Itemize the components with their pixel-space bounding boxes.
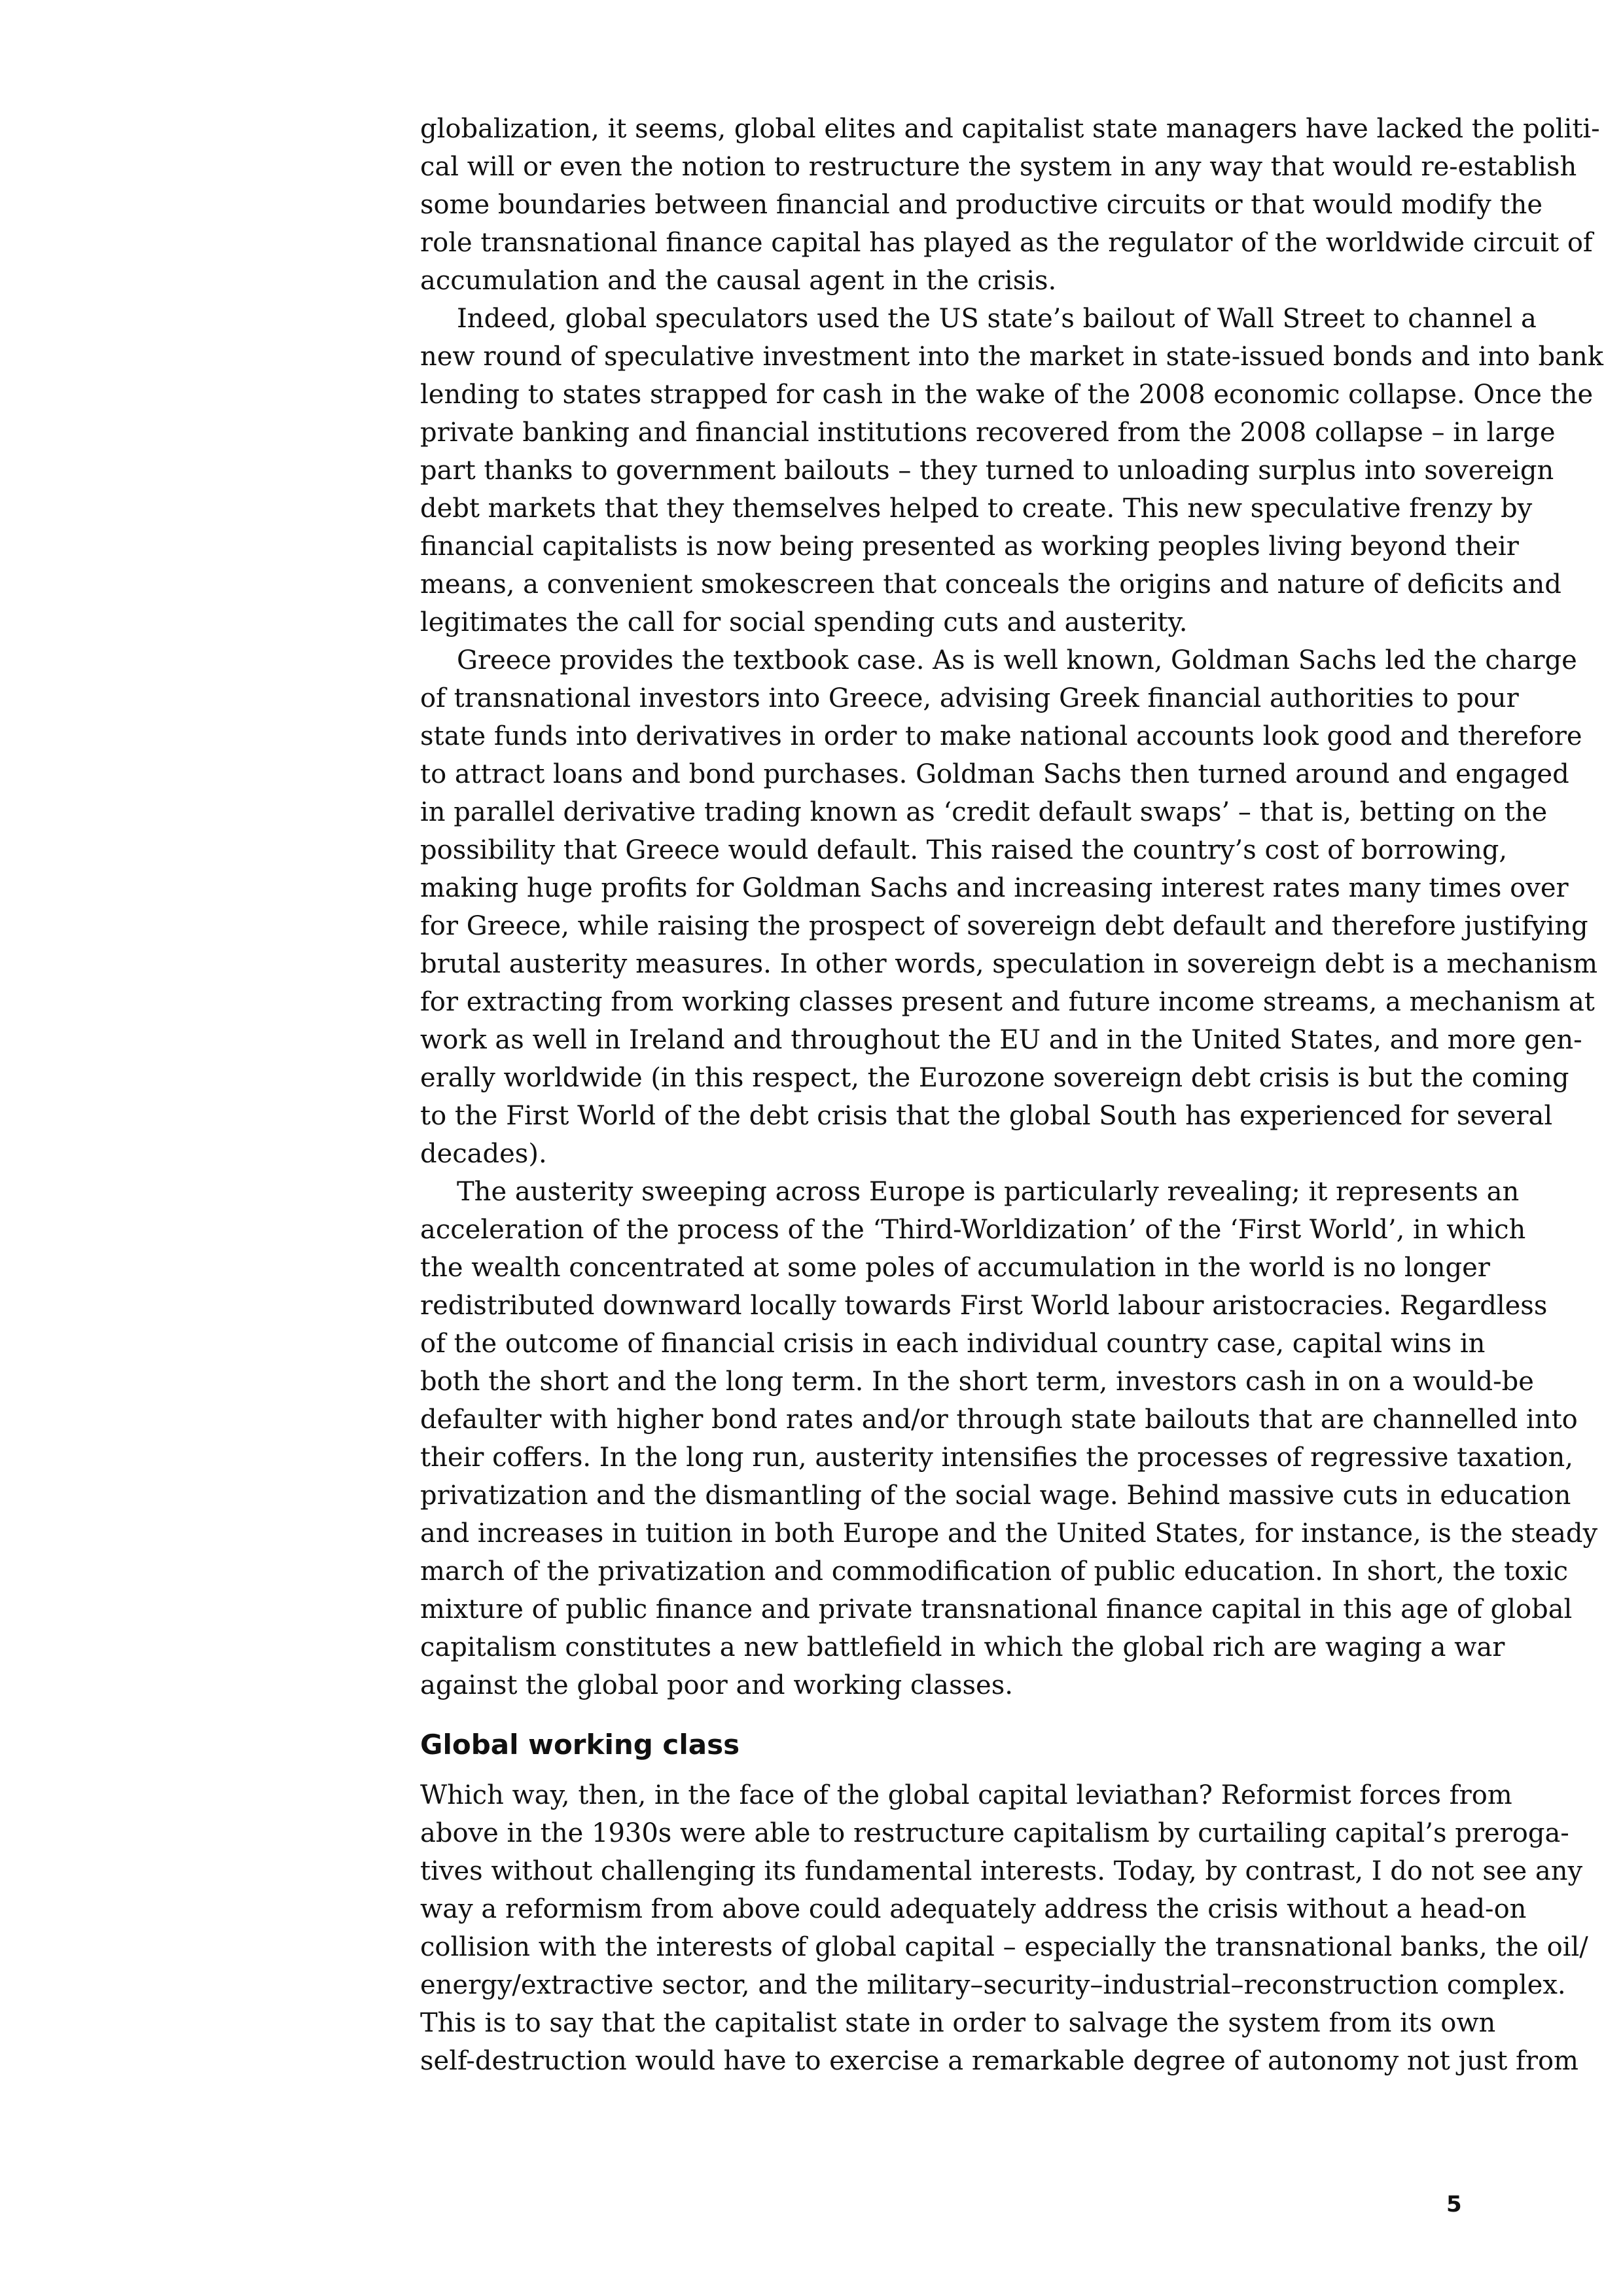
text-line: redistributed downward locally towards First World labour aristocracies. Regardless	[420, 1291, 1548, 1321]
paragraph	[420, 1173, 1598, 1704]
text-line: private banking and financial institutions recovered from the 2008 collapse – in large	[420, 418, 1556, 448]
text-line: lending to states strapped for cash in the wake of the 2008 economic collapse. Once the	[420, 380, 1594, 410]
text-line: the wealth concentrated at some poles of accumulation in the world is no longer	[420, 1253, 1490, 1283]
text-line: march of the privatization and commodification of public education. In short, the toxic	[420, 1556, 1569, 1587]
text-line: capitalism constitutes a new battlefield in which the global rich are waging a war	[420, 1632, 1505, 1662]
section-body-paragraphs	[420, 1776, 1588, 2080]
text-line: defaulter with higher bond rates and/or through state bailouts that are channelled into	[420, 1405, 1578, 1435]
text-line: acceleration of the process of the ‘Third-Worldization’ of the ‘First World’, in which	[420, 1215, 1526, 1245]
text-line: way a reformism from above could adequately address the crisis without a head-on	[420, 1894, 1527, 1924]
text-column	[420, 110, 1604, 2080]
text-line: for extracting from working classes present and future income streams, a mechanism at	[420, 987, 1595, 1017]
text-line: possibility that Greece would default. This raised the country’s cost of borrowing,	[420, 835, 1508, 865]
text-line: part thanks to government bailouts – they turned to unloading surplus into sovereign	[420, 456, 1554, 486]
text-line: of transnational investors into Greece, advising Greek financial authorities to pour	[420, 683, 1519, 713]
page-number: 5	[1446, 2191, 1462, 2217]
text-line: new round of speculative investment into the market in state-issued bonds and into bank	[420, 342, 1604, 372]
text-line: of the outcome of financial crisis in each individual country case, capital wins in	[420, 1329, 1486, 1359]
text-line: role transnational finance capital has played as the regulator of the worldwide circuit of	[420, 228, 1593, 258]
text-line: self-destruction would have to exercise a remarkable degree of autonomy not just from	[420, 2046, 1578, 2076]
text-line: means, a convenient smokescreen that conceals the origins and nature of deficits and	[420, 569, 1561, 600]
text-line: financial capitalists is now being presented as working peoples living beyond their	[420, 531, 1519, 562]
text-line: and increases in tuition in both Europe and the United States, for instance, is the steady	[420, 1518, 1598, 1549]
text-line: work as well in Ireland and throughout the EU and in the United States, and more gen-	[420, 1025, 1582, 1055]
text-line: against the global poor and working classes.	[420, 1670, 1013, 1700]
text-line: cal will or even the notion to restructure the system in any way that would re-establish	[420, 152, 1577, 182]
text-line: collision with the interests of global capital – especially the transnational banks, the oil/	[420, 1932, 1588, 1962]
text-line: brutal austerity measures. In other words, speculation in sovereign debt is a mechanism	[420, 949, 1598, 979]
text-line: legitimates the call for social spending cuts and austerity.	[420, 607, 1188, 637]
text-line: to attract loans and bond purchases. Goldman Sachs then turned around and engaged	[420, 759, 1569, 789]
text-line: Indeed, global speculators used the US state’s bailout of Wall Street to channel a	[457, 304, 1537, 334]
text-line: their coffers. In the long run, austerity intensifies the processes of regressive taxation,	[420, 1443, 1573, 1473]
text-line: Which way, then, in the face of the global capital leviathan? Reformist forces from	[420, 1780, 1512, 1810]
text-line: making huge profits for Goldman Sachs and increasing interest rates many times over	[420, 873, 1569, 903]
text-line: decades).	[420, 1139, 547, 1169]
text-line: This is to say that the capitalist state in order to salvage the system from its own	[420, 2008, 1496, 2038]
text-line: privatization and the dismantling of the social wage. Behind massive cuts in education	[420, 1480, 1571, 1511]
text-line: above in the 1930s were able to restructure capitalism by curtailing capital’s preroga-	[420, 1818, 1569, 1848]
paragraph	[420, 641, 1598, 1173]
section-heading: Global working class	[420, 1729, 740, 1761]
text-line: debt markets that they themselves helped to create. This new speculative frenzy by	[420, 493, 1533, 524]
paragraph	[420, 110, 1600, 300]
text-line: to the First World of the debt crisis that the global South has experienced for several	[420, 1101, 1553, 1131]
text-line: state funds into derivatives in order to make national accounts look good and therefore	[420, 721, 1582, 751]
text-line: in parallel derivative trading known as ‘credit default swaps’ – that is, betting on the	[420, 797, 1548, 827]
text-line: some boundaries between financial and productive circuits or that would modify the	[420, 190, 1543, 220]
text-line: Greece provides the textbook case. As is well known, Goldman Sachs led the charge	[457, 645, 1577, 675]
text-line: tives without challenging its fundamental interests. Today, by contrast, I do not see any	[420, 1856, 1583, 1886]
paragraph	[420, 1776, 1588, 2080]
body-paragraphs	[420, 110, 1604, 1704]
text-line: for Greece, while raising the prospect of sovereign debt default and therefore justifying	[420, 911, 1588, 941]
text-line: accumulation and the causal agent in the crisis.	[420, 266, 1057, 296]
text-line: both the short and the long term. In the short term, investors cash in on a would-be	[420, 1367, 1534, 1397]
text-line: The austerity sweeping across Europe is particularly revealing; it represents an	[457, 1177, 1520, 1207]
text-line: mixture of public finance and private transnational finance capital in this age of global	[420, 1594, 1573, 1624]
text-line: erally worldwide (in this respect, the Eurozone sovereign debt crisis is but the coming	[420, 1063, 1569, 1093]
text-line: globalization, it seems, global elites and capitalist state managers have lacked the politi-	[420, 114, 1600, 144]
text-line: energy/extractive sector, and the military–security–industrial–reconstruction complex.	[420, 1970, 1566, 2000]
paragraph	[420, 300, 1604, 641]
